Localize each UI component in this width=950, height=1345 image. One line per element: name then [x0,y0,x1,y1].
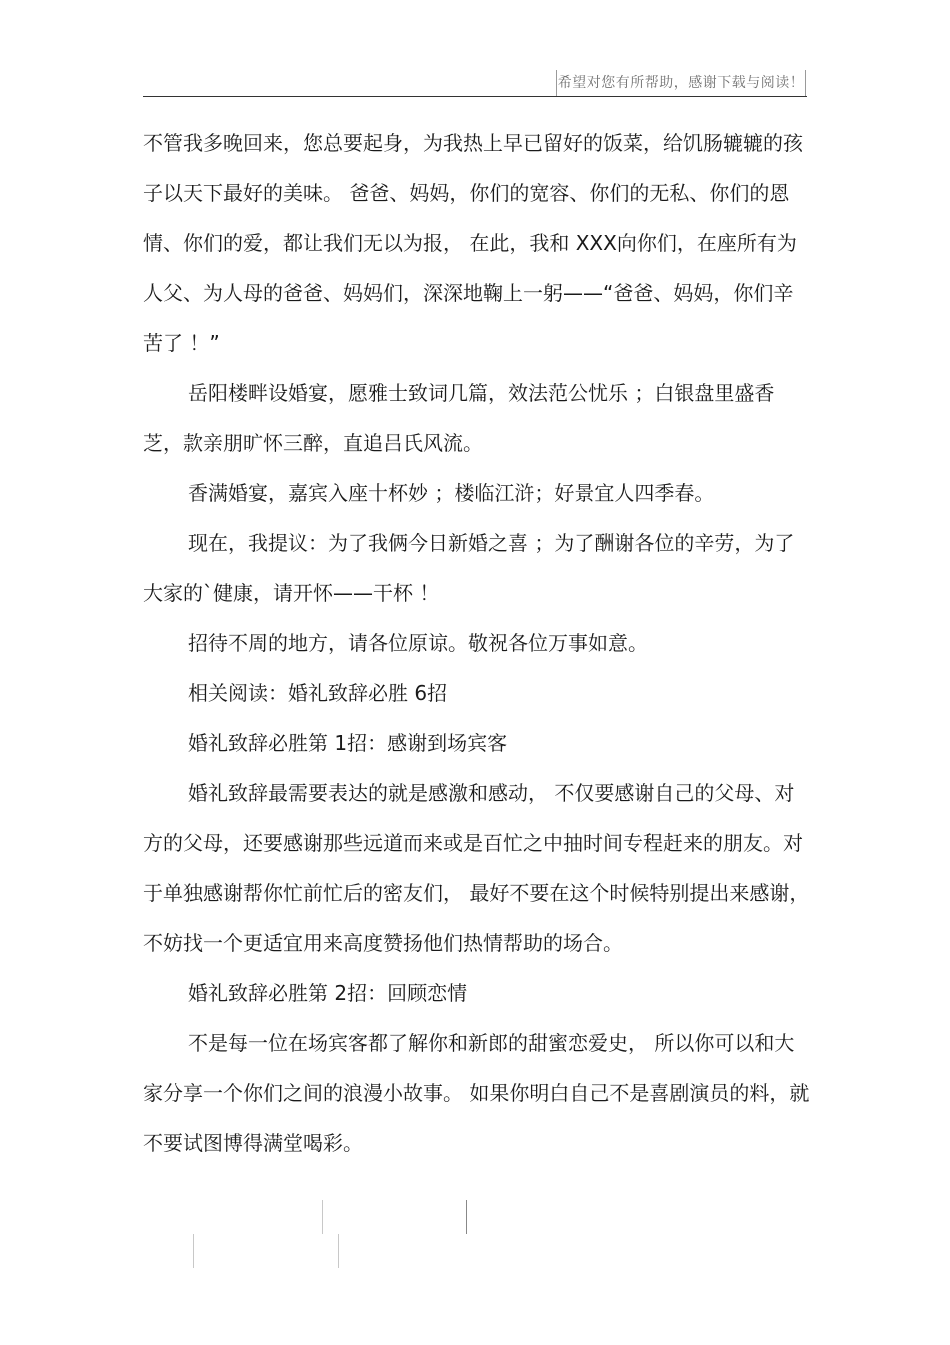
paragraph: 现在，我提议：为了我俩今日新婚之喜 ；为了酬谢各位的辛劳，为了大家的`健康，请开怀——干杯 ！ [143,531,795,605]
scan-artifact-line [322,1200,323,1234]
document-body [143,118,813,1168]
scan-artifact-line [193,1234,194,1268]
paragraph: 岳阳楼畔设婚宴，愿雅士致词几篇，效法范公忧乐 ；白银盘里盛香芝，款亲朋旷怀三醉，直追吕氏风流。 [143,381,775,455]
paragraph: 不管我多晚回来，您总要起身，为我热上早已留好的饭菜，给饥肠辘辘的孩子以天下最好的美味。 爸爸、妈妈，你们的宽容、你们的无私、你们的恩情、你们的爱，都让我们无以为报， 在此，我和 XXX向你们，在座所有为人父、为人母的爸爸、妈妈们，深深地鞠上一躬——“爸爸、妈妈，你们辛苦了 ！” [143,131,803,355]
header-tagline: 希望对您有所帮助，感谢下载与阅读！ [556,70,806,96]
section-heading: 婚礼致辞必胜第 2招：回顾恋情 [188,981,468,1005]
paragraph: 不是每一位在场宾客都了解你和新郎的甜蜜恋爱史， 所以你可以和大家分享一个你们之间的浪漫小故事。 如果你明白自己不是喜剧演员的料，就不要试图博得满堂喝彩。 [143,1031,810,1155]
scan-artifact-line [466,1200,467,1234]
scan-artifact-line [338,1234,339,1268]
section-heading: 相关阅读：婚礼致辞必胜 6招 [188,681,448,705]
section-heading: 婚礼致辞必胜第 1招：感谢到场宾客 [188,731,508,755]
header-divider [143,96,807,97]
paragraph: 婚礼致辞最需要表达的就是感激和感动， 不仅要感谢自己的父母、对方的父母，还要感谢那些远道而来或是百忙之中抽时间专程赶来的朋友。对于单独感谢帮你忙前忙后的密友们， 最好不要在这个时候特别提出来感谢，不妨找一个更适宜用来高度赞扬他们热情帮助的场合。 [143,781,810,955]
paragraph: 招待不周的地方，请各位原谅。敬祝各位万事如意。 [188,631,648,655]
paragraph: 香满婚宴，嘉宾入座十杯妙 ；楼临江浒；好景宜人四季春。 [188,481,715,505]
